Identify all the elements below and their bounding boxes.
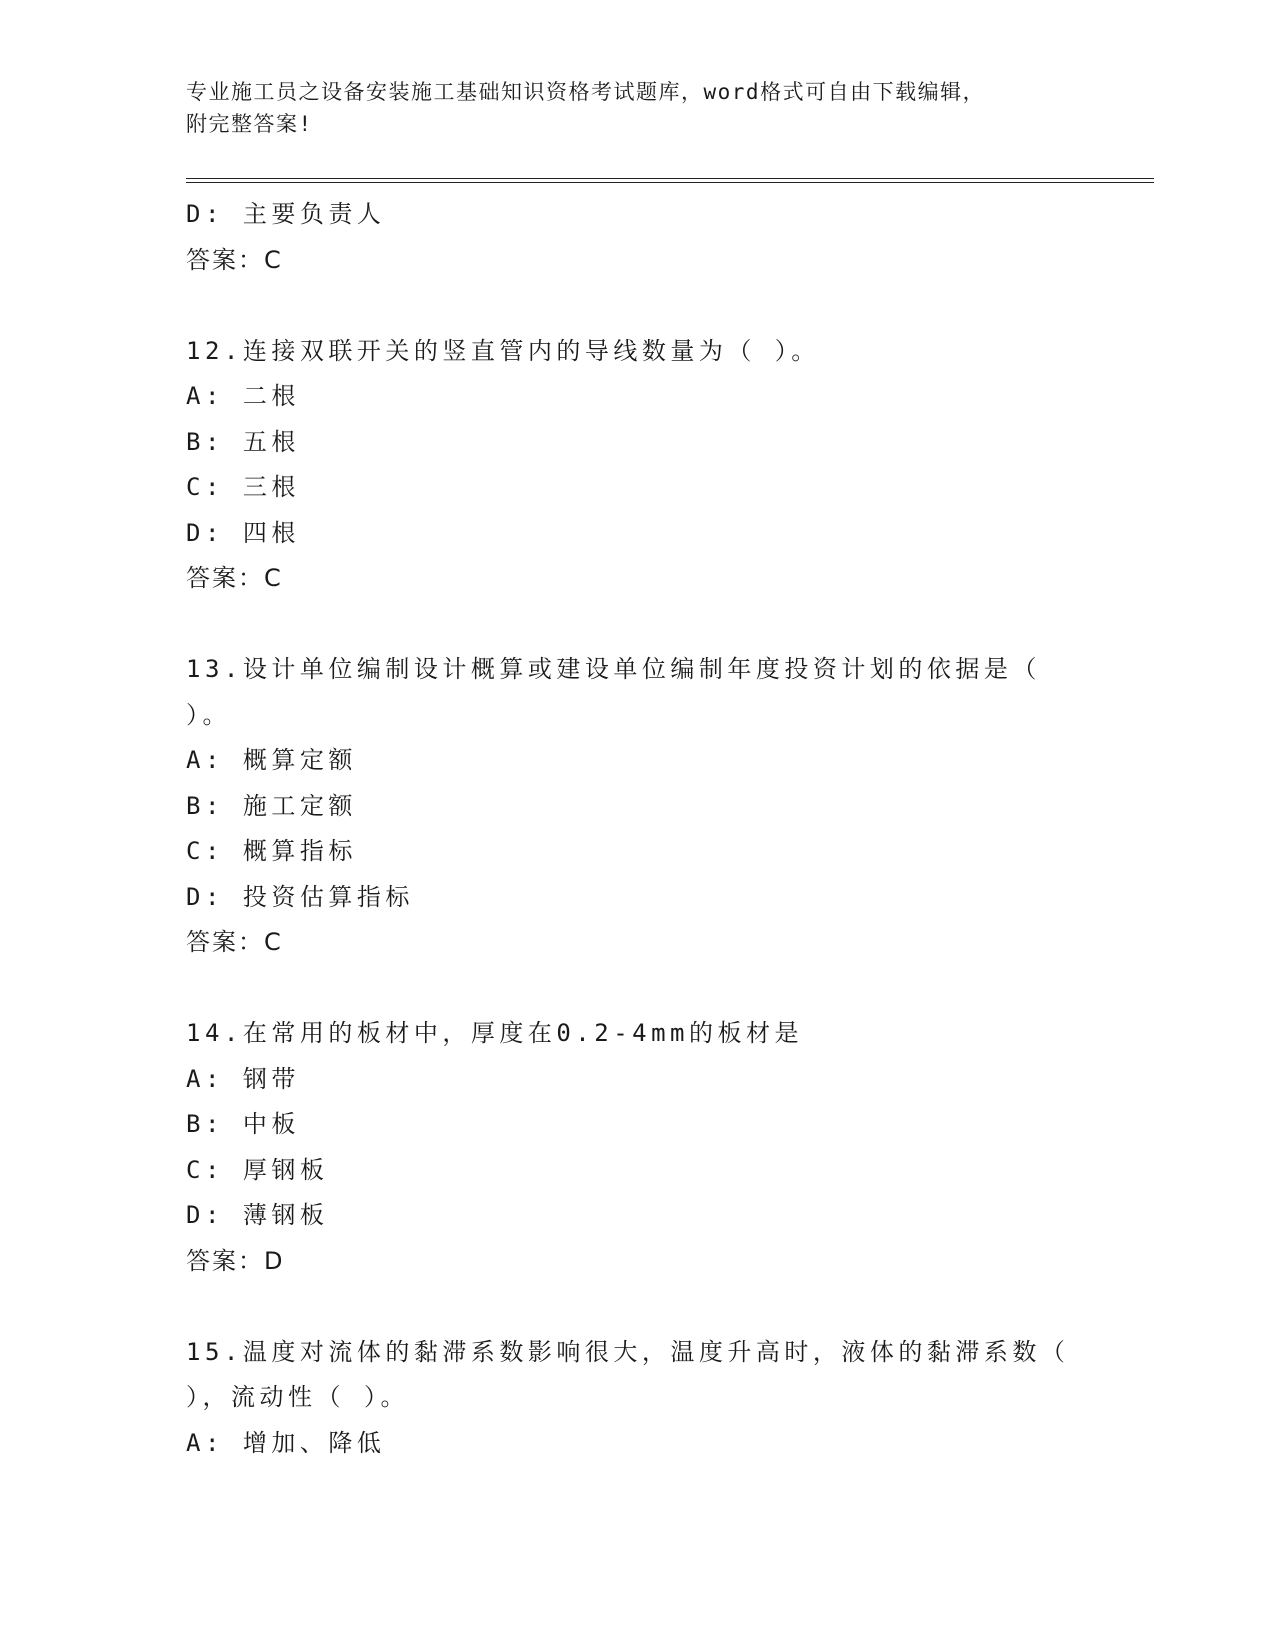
document-page: [186, 0, 1154, 1650]
question-stem-continued: ）。: [186, 700, 231, 729]
question-14: [186, 1011, 1154, 1284]
spacer: [186, 1284, 1154, 1330]
option-b: B: 施工定额: [186, 791, 357, 820]
question-13: [186, 647, 1154, 966]
option-b: B: 五根: [186, 427, 300, 456]
option-d: D: 四根: [186, 518, 300, 547]
question-stem: 14.在常用的板材中，厚度在0.2-4mm的板材是: [186, 1019, 803, 1047]
question-stem: 15.温度对流体的黏滞系数影响很大，温度升高时，液体的黏滞系数（: [186, 1337, 1070, 1366]
header-line-1: 专业施工员之设备安装施工基础知识资格考试题库，word格式可自由下载编辑，: [186, 80, 986, 104]
option-c: C: 三根: [186, 473, 300, 501]
spacer: [186, 602, 1154, 648]
answer: 答案：C: [186, 245, 283, 274]
option-c: C: 厚钢板: [186, 1155, 329, 1184]
option-c: C: 概算指标: [186, 837, 357, 865]
spacer: [186, 283, 1154, 329]
option-b: B: 中板: [186, 1110, 300, 1138]
answer: 答案：C: [186, 564, 283, 592]
answer: 答案：C: [186, 928, 283, 956]
question-stem-continued: ），流动性（ ）。: [186, 1383, 409, 1411]
question-list: [186, 192, 1154, 1466]
spacer: [186, 966, 1154, 1012]
answer: 答案：D: [186, 1246, 285, 1275]
option-d: D: 薄钢板: [186, 1201, 329, 1229]
option-d: D: 投资估算指标: [186, 882, 414, 911]
question-stem: 12.连接双联开关的竖直管内的导线数量为（ ）。: [186, 336, 820, 365]
question-stem: 13.设计单位编制设计概算或建设单位编制年度投资计划的依据是（: [186, 655, 1041, 683]
question-12: [186, 329, 1154, 602]
option-a: A: 增加、降低: [186, 1428, 386, 1457]
option-a: A: 二根: [186, 382, 300, 410]
header-line-2: 附完整答案!: [186, 112, 313, 136]
option-a: A: 钢带: [186, 1064, 300, 1093]
option-a: A: 概算定额: [186, 746, 357, 774]
header-double-rule: [186, 178, 1154, 183]
option-d: D: 主要负责人: [186, 200, 386, 228]
page-header: [186, 76, 1066, 140]
question-15: [186, 1330, 1154, 1467]
